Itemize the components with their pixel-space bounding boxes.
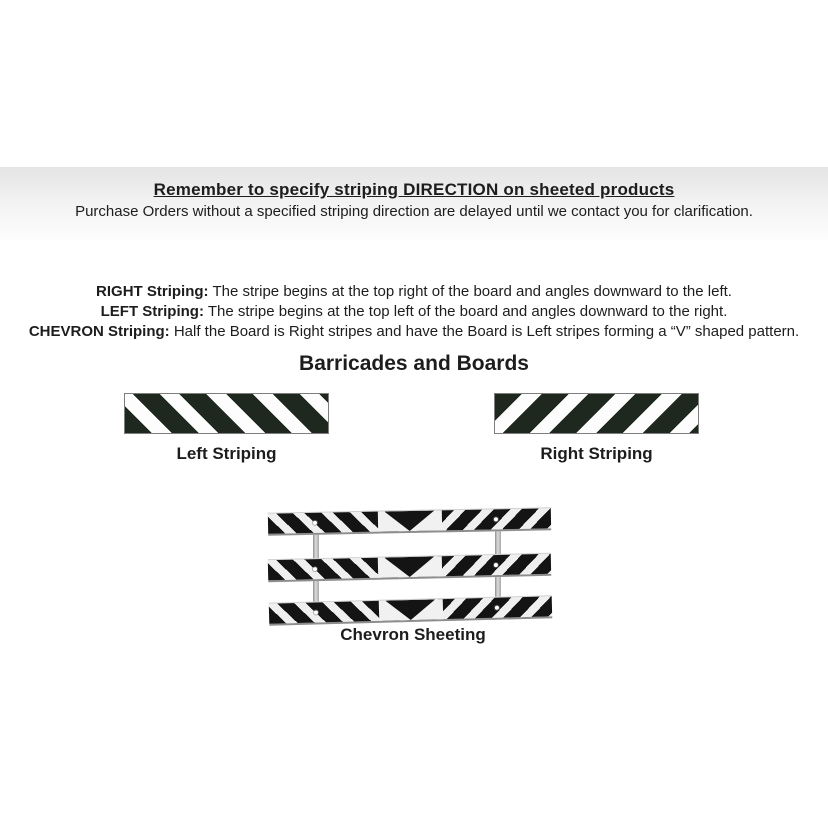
chevron-caption: Chevron Sheeting bbox=[340, 625, 486, 644]
definition-term: CHEVRON Striping: bbox=[28, 323, 170, 340]
chevron-barricade-figure bbox=[256, 503, 566, 653]
right-striping-figure bbox=[494, 393, 699, 464]
left-striping-figure bbox=[124, 393, 329, 464]
right-board-caption: Right Striping bbox=[540, 444, 653, 463]
definition-line-left bbox=[0, 302, 828, 322]
bolt-dot bbox=[494, 563, 498, 567]
left-striping-board bbox=[124, 393, 329, 434]
definition-term: RIGHT Striping: bbox=[96, 283, 209, 300]
left-board-caption: Left Striping bbox=[176, 444, 277, 463]
section-heading: Barricades and Boards bbox=[299, 352, 529, 375]
notice-title: Remember to specify striping DIRECTION on sheeted products bbox=[153, 180, 675, 199]
bolt-dot bbox=[313, 567, 317, 571]
striping-definitions bbox=[0, 282, 828, 342]
bolt-dot bbox=[313, 521, 317, 525]
definition-line-right bbox=[0, 282, 828, 302]
bolt-dot bbox=[494, 517, 498, 521]
right-striping-board bbox=[494, 393, 699, 434]
definition-text: The stripe begins at the top right of the board and angles downward to the left. bbox=[212, 283, 732, 300]
definition-text: The stripe begins at the top left of the board and angles downward to the right. bbox=[207, 303, 728, 320]
definition-term: LEFT Striping: bbox=[100, 303, 204, 320]
definition-line-chevron bbox=[0, 322, 828, 342]
chevron-board bbox=[268, 507, 551, 535]
chevron-board bbox=[268, 553, 551, 582]
notice-banner bbox=[0, 167, 828, 240]
notice-subtitle: Purchase Orders without a specified striping direction are delayed until we contact you for clarification. bbox=[75, 203, 753, 220]
definition-text: Half the Board is Right stripes and have the Board is Left stripes forming a “V” shaped pattern. bbox=[173, 323, 800, 340]
chevron-board bbox=[269, 595, 553, 625]
